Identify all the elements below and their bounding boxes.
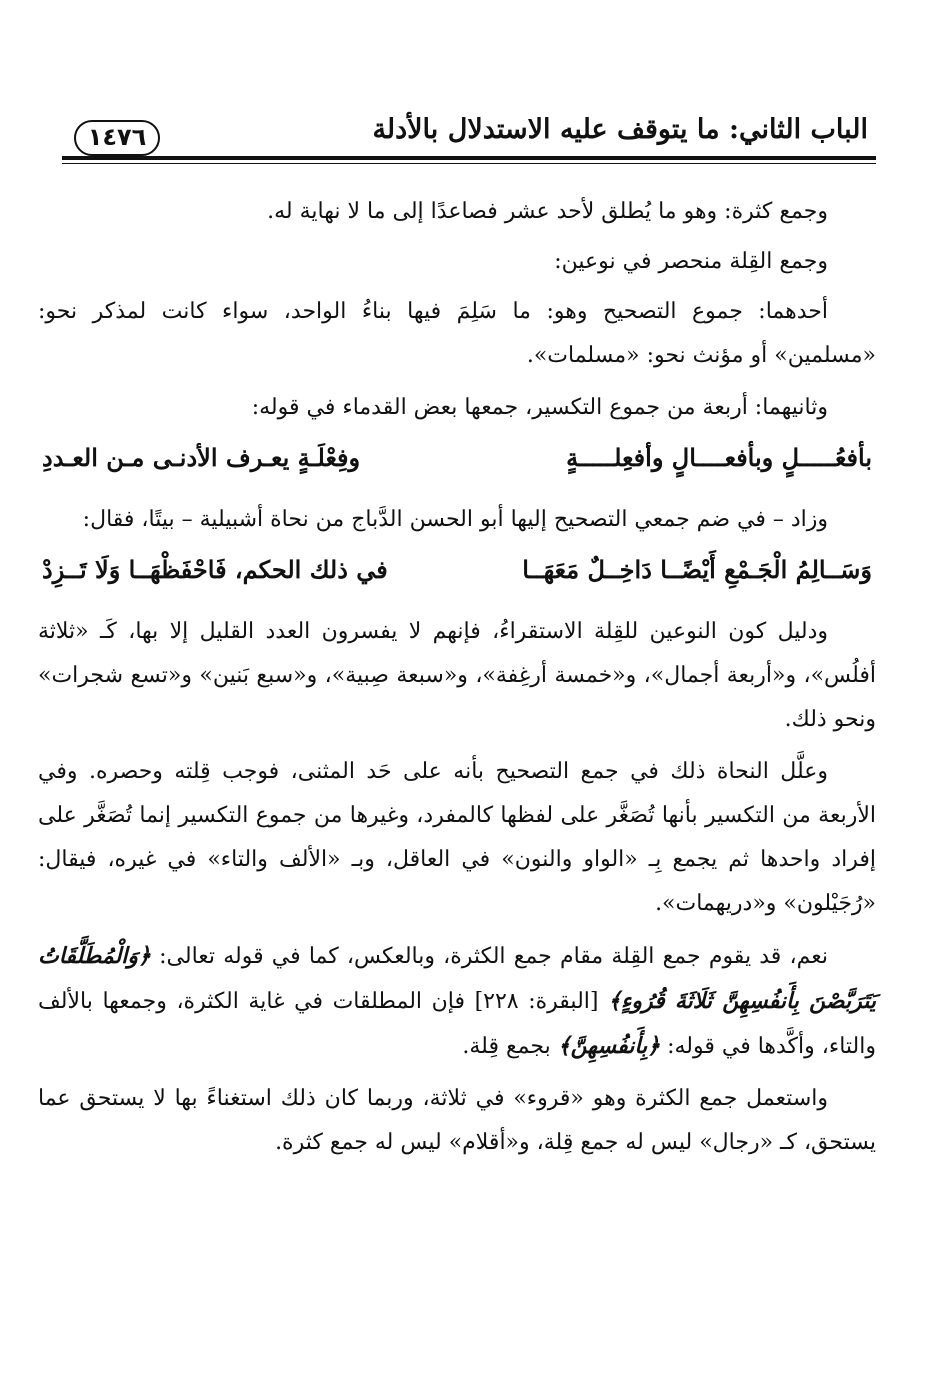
page-header: [38, 108, 876, 158]
paragraph-exception: [38, 934, 876, 1069]
exception-text-b: [البقرة: ٢٢٨] فإن المطلقات في غاية الكثرة، وجمعها بالألف والتاء، وأكَّدها في قوله:: [38, 989, 876, 1059]
paragraph-usage: واستعمل جمع الكثرة وهو «قروء» في ثلاثة، وربما كان ذلك استغناءً بها لا يستحق عما يستحق، كـ «رجال» ليس له جمع قِلة، و«أقلام» ليس له جمع كثرة.: [38, 1086, 876, 1155]
verse-2-first-hemistich: وَسَــالِمُ الْجَـمْعِ أَيْضًــا دَاخِــلٌ مَعَهَــا: [522, 555, 872, 584]
exception-text-a: نعم، قد يقوم جمع القِلة مقام جمع الكثرة، وبالعكس، كما في قوله تعالى:: [150, 944, 828, 969]
paragraph-first-type: أحدهما: جموع التصحيح وهو: ما سَلِمَ فيها بناءُ الواحد، سواء كانت لمذكر نحو: «مسلمين» أو مؤنث نحو: «مسلمات».: [38, 299, 876, 368]
paragraph-second-type: وثانيهما: أربعة من جموع التكسير، جمعها بعض القدماء في قوله:: [251, 395, 828, 420]
paragraph-plural-of-abundance: وجمع كثرة: وهو ما يُطلق لأحد عشر فصاعدًا إلى ما لا نهاية له.: [267, 199, 828, 224]
paragraph-addition: وزاد – في ضم جمعي التصحيح إليها أبو الحسن الدَّباج من نحاة أشبيلية – بيتًا، فقال:: [82, 507, 828, 532]
header-rule-thick: [62, 156, 876, 160]
page-body: [38, 190, 876, 1173]
paragraph-plural-of-paucity: وجمع القِلة منحصر في نوعين:: [554, 249, 828, 274]
quran-word-quote: ﴿بِأَنفُسِهِنَّ﴾: [557, 1033, 661, 1059]
exception-text-c: بجمع قِلة.: [462, 1034, 558, 1059]
page-number-badge: ١٤٧٦: [74, 120, 160, 156]
book-page: [38, 0, 876, 1384]
verse-1-second-hemistich: وفِعْلَـةٍ يعـرف الأدنـى مـن العـددِ: [42, 443, 361, 472]
poetry-verse-2: [38, 548, 876, 592]
quran-verse-quote: ﴿وَالْمُطَلَّقَاتُ يَتَرَبَّصْنَ بِأَنفُسِهِنَّ ثَلَاثَةَ قُرُوءٍ﴾: [38, 943, 876, 1014]
verse-1-first-hemistich: بأفعُـــــلٍ وبأفعــــالٍ وأفعِلـــــةٍ: [566, 443, 872, 472]
chapter-title: الباب الثاني: ما يتوقف عليه الاستدلال بالأدلة: [372, 114, 868, 145]
header-rule-thin: [62, 163, 876, 164]
verse-2-second-hemistich: في ذلك الحكم، فَاحْفَظْهَــا وَلَا تَــزِدْ: [42, 555, 388, 584]
poetry-verse-1: [38, 436, 876, 480]
paragraph-evidence: ودليل كون النوعين للقِلة الاستقراءُ، فإنهم لا يفسرون العدد القليل إلا بها، كَـ «ثلاثة أفلُس»، و«أربعة أجمال»، و«خمسة أرغِفة»، و«سبعة صِبية»، و«سبع بَنين» و«تسع شجرات» ونحو ذلك.: [38, 619, 876, 732]
paragraph-justification: وعلَّل النحاة ذلك في جمع التصحيح بأنه على حَد المثنى، فوجب قِلته وحصره. وفي الأربعة من التكسير بأنها تُصَغَّر على لفظها كالمفرد، وغيرها من جموع التكسير إنما تُصَغَّر على إفراد واحدها ثم يجمع بِـ «الواو والنون» في العاقل، وبـ «الألف والتاء» في غيره، فيقال: «رُجَيْلون» و«دريهمات».: [38, 759, 876, 916]
